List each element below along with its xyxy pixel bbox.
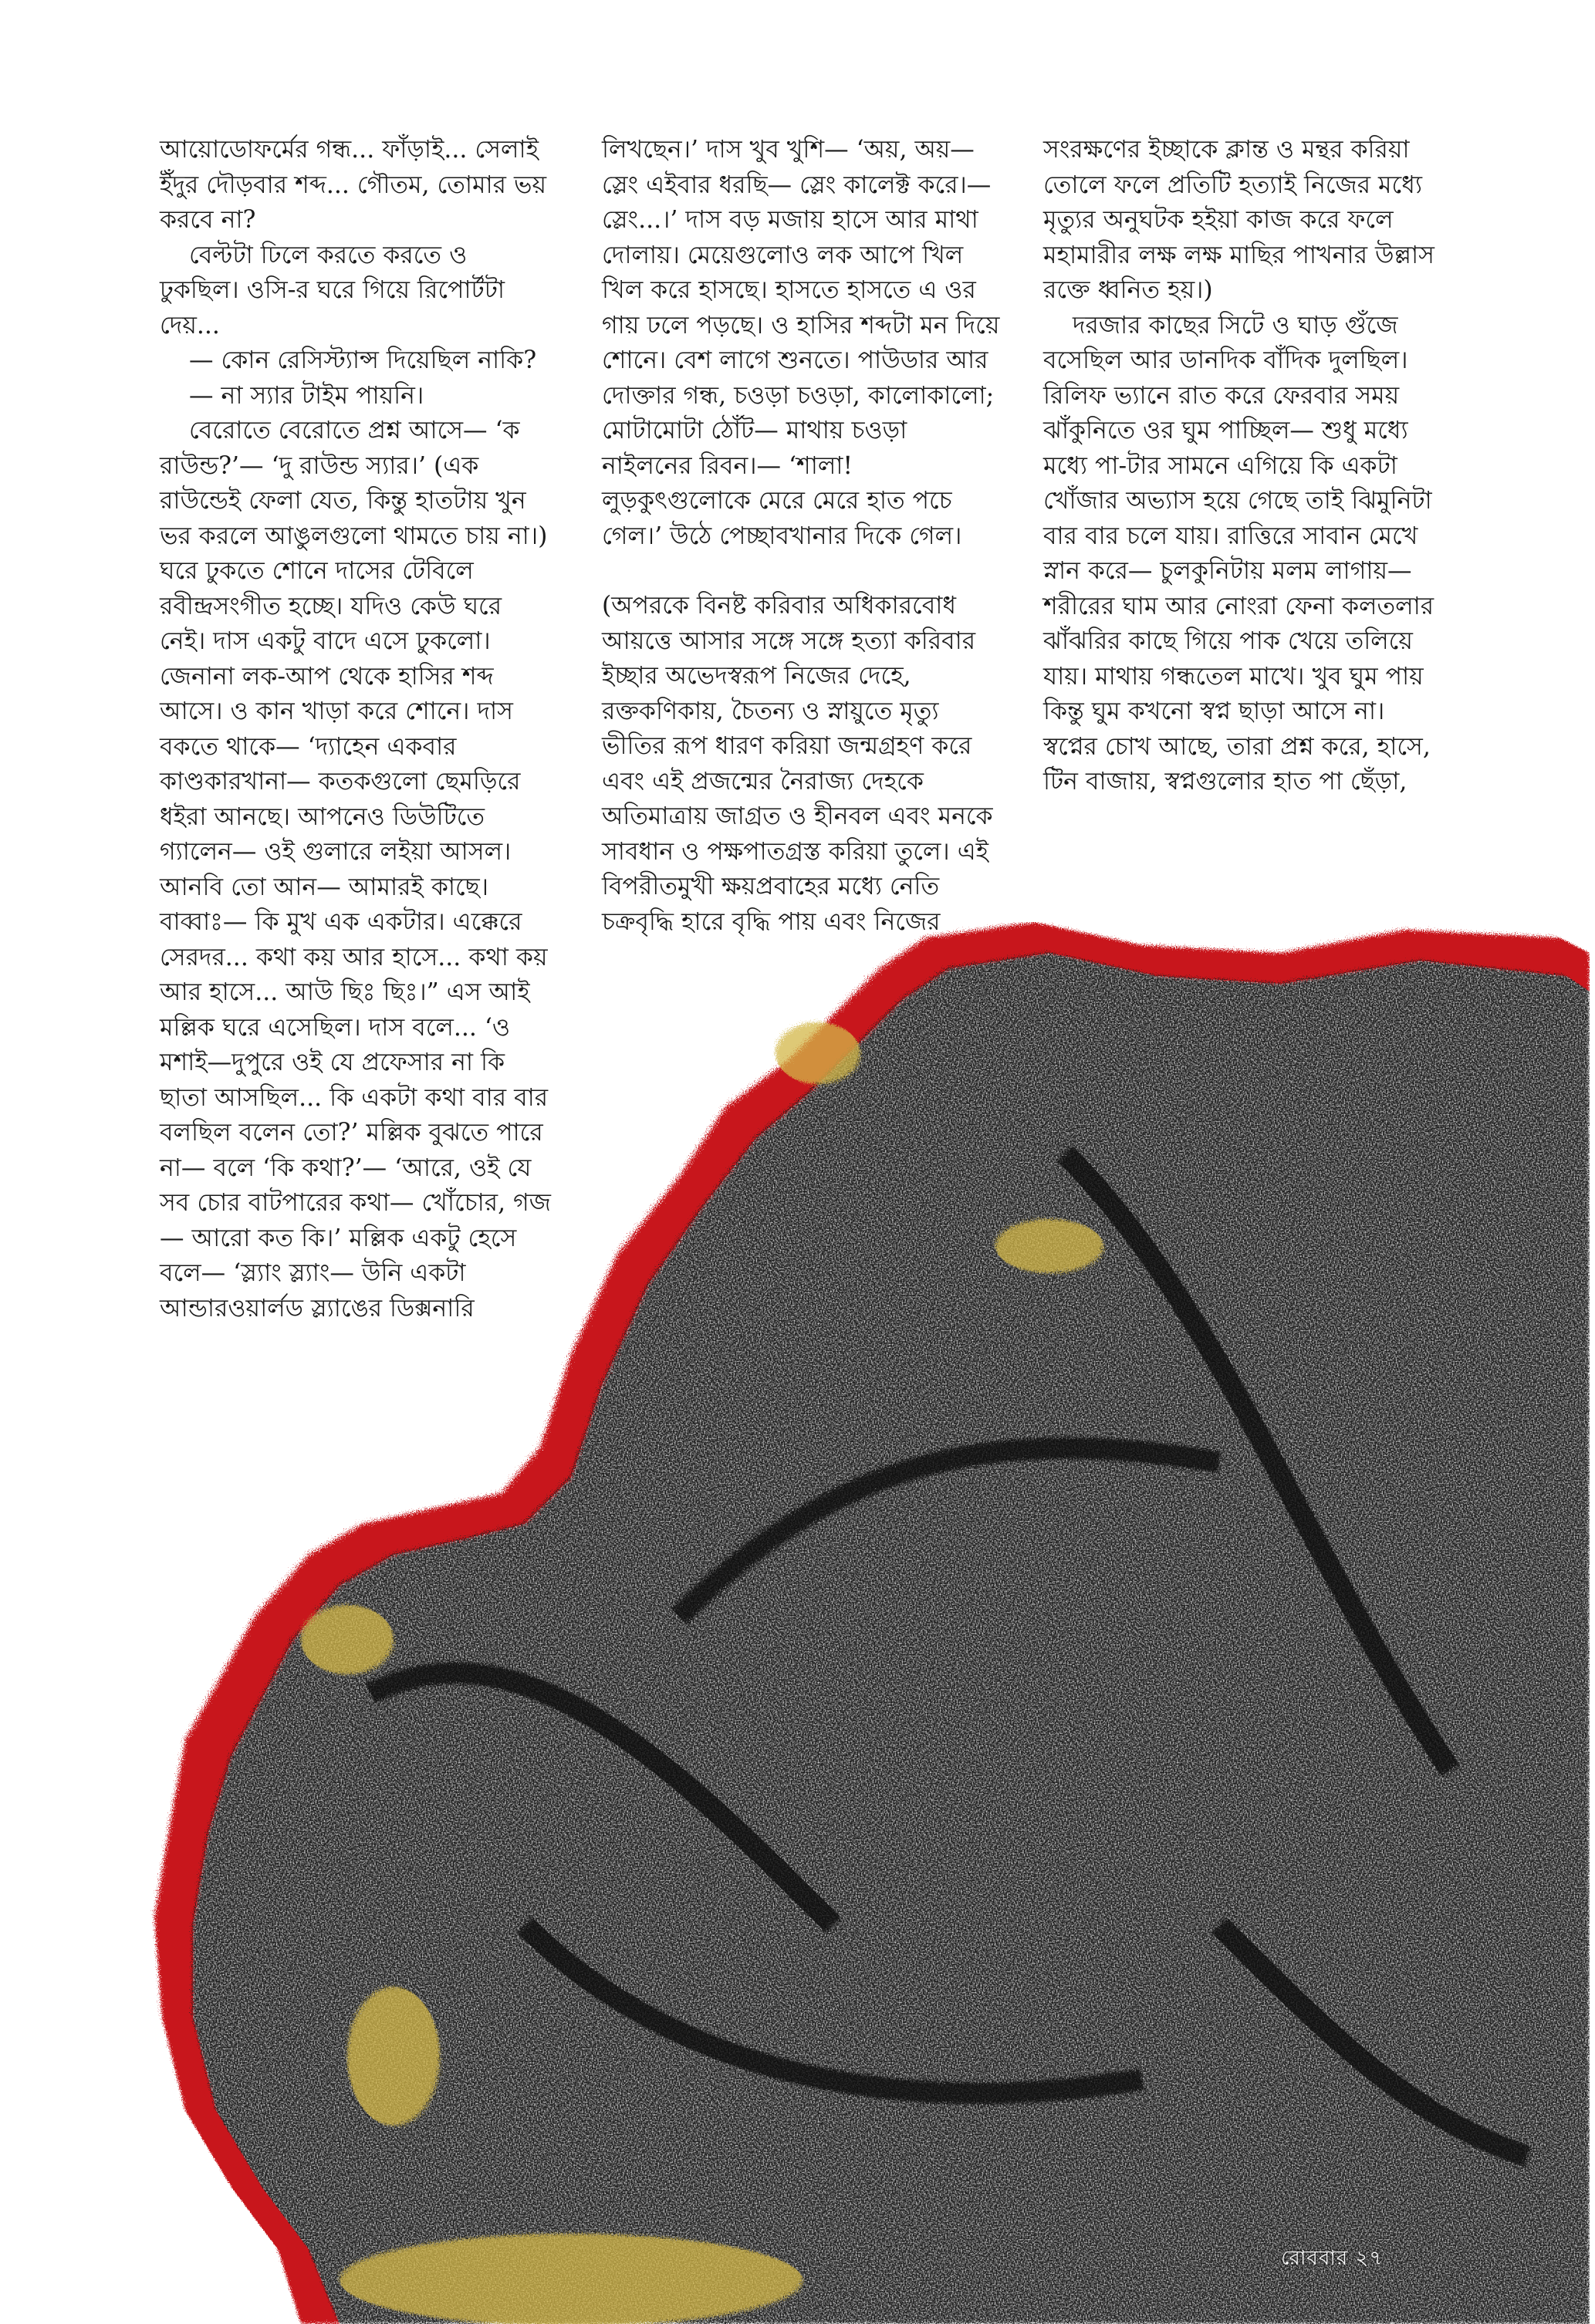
column-1-paragraph: বেরোতে বেরোতে প্রশ্ন আসে— ‘ক রাউন্ড?’— ‘দু রাউন্ড স্যার।’ (এক রাউন্ডেই ফেলা যেত, কিন্তু হাতটায় খুন ভর করলে আঙুলগুলো থামতে চায় না।) ঘরে ঢুকতে শোনে দাসের টেবিলে রবীন্দ্রসংগীত হচ্ছে। যদিও কেউ ঘরে নেই। দাস একটু বাদে এসে ঢুকলো। জেনানা লক-আপ থেকে হাসির শব্দ আসে। ও কান খাড়া করে শোনে। দাস বকতে থাকে— ‘দ্যাহেন একবার কাণ্ডকারখানা— কতকগুলো ছেমড়িরে ধইরা আনছে। আপনেও ডিউটিতে গ্যালেন— ওই গুলারে লইয়া আসল। আনবি তো আন— আমারই কাছে। বাব্বাঃ— কি মুখ এক একটার। এক্কেরে সেরদর... কথা কয় আর হাসে... কথা কয় আর হাসে... আউ ছিঃ ছিঃ।” এস আই মল্লিক ঘরে এসেছিল। দাস বলে... ‘ও মশাই—দুপুরে ওই যে প্রফেসার না কি ছাতা আসছিল... কি একটা কথা বার বার বলছিল বলেন তো?’ মল্লিক বুঝতে পারে না— বলে ‘কি কথা?’— ‘আরে, ওই যে সব চোর বাটপারের কথা— খোঁচোর, গজ— আরো কত কি।’ মল্লিক একটু হেসে বলে— ‘স্ল্যাং স্ল্যাং— উনি একটা আন্ডারওয়ার্লড স্ল্যাঙের ডিক্সনারি xyxy=(160,417,551,1322)
page-footer: রোববার ২৭ xyxy=(1281,2247,1384,2270)
column-2-paragraph: (অপরকে বিনষ্ট করিবার অধিকারবোধ আয়ত্তে আসার সঙ্গে সঙ্গে হত্যা করিবার ইচ্ছার অভেদস্বরূপ নিজের দেহে, রক্তকণিকায়, চৈতন্য ও স্নায়ুতে মৃত্যু ভীতির রূপ ধারণ করিয়া জন্মগ্রহণ করে এবং এই প্রজন্মের নৈরাজ্য দেহকে অতিমাত্রায় জাগ্রত ও হীনবল এবং মনকে সাবধান ও পক্ষপাতগ্রস্ত করিয়া তুলে। এই বিপরীতমুখী ক্ষয়প্রবাহের মধ্যে নেতি চক্রবৃদ্ধি হারে বৃদ্ধি পায় এবং নিজের xyxy=(602,592,993,936)
article-column-2 xyxy=(602,133,1003,940)
column-3-paragraph: দরজার কাছের সিটে ও ঘাড় গুঁজে বসেছিল আর ডানদিক বাঁদিক দুলছিল। রিলিফ ভ্যানে রাত করে ফেরবার সময় ঝাঁকুনিতে ওর ঘুম পাচ্ছিল— শুধু মধ্যে মধ্যে পা-টার সামনে এগিয়ে কি একটা খোঁজার অভ্যাস হয়ে গেছে তাই ঝিমুনিটা বার বার চলে যায়। রাত্তিরে সাবান মেখে স্নান করে— চুলকুনিটায় মলম লাগায়— শরীরের ঘাম আর নোংরা ফেনা কলতলার ঝাঁঝরির কাছে গিয়ে পাক খেয়ে তলিয়ে যায়। মাথায় গন্ধতেল মাখে। খুব ঘুম পায় কিন্তু ঘুম কখনো স্বপ্ন ছাড়া আসে না। স্বপ্নের চোখ আছে, তারা প্রশ্ন করে, হাসে, টিন বাজায়, স্বপ্নগুলোর হাত পা ছেঁড়া, xyxy=(1043,311,1434,795)
column-3-paragraph: সংরক্ষণের ইচ্ছাকে ক্লান্ত ও মন্থর করিয়া তোলে ফলে প্রতিটি হত্যাই নিজের মধ্যে মৃত্যুর অনুঘটক হইয়া কাজ করে ফলে মহামারীর লক্ষ লক্ষ মাছির পাখনার উল্লাস রক্তে ধ্বনিত হয়।) xyxy=(1043,136,1434,304)
column-2-paragraph: লিখছেন।’ দাস খুব খুশি— ‘অয়, অয়— স্লেং এইবার ধরছি— স্লেং কালেক্ট করে।— স্লেং...।’ দাস বড় মজায় হাসে আর মাথা দোলায়। মেয়েগুলোও লক আপে খিল খিল করে হাসছে। হাসতে হাসতে এ ওর গায় ঢলে পড়ছে। ও হাসির শব্দটা মন দিয়ে শোনে। বেশ লাগে শুনতে। পাউডার আর দোক্তার গন্ধ, চওড়া চওড়া, কালোকালো; মোটামোটা ঠোঁট— মাথায় চওড়া নাইলনের রিবন।— ‘শালা! লুড়কুৎগুলোকে মেরে মেরে হাত পচে গেল।’ উঠে পেচ্ছাবখানার দিকে গেল। xyxy=(602,136,1000,550)
article-column-3 xyxy=(1043,133,1445,800)
column-1-paragraph: আয়োডোফর্মের গন্ধ... ফাঁড়াই... সেলাই ইঁদুর দৌড়বার শব্দ... গৌতম, তোমার ভয় করবে না? xyxy=(160,136,547,234)
column-1-paragraph: — না স্যার টাইম পায়নি। xyxy=(189,381,424,410)
column-1-paragraph: বেল্টটা ঢিলে করতে করতে ও ঢুকছিল। ওসি-র ঘরে গিয়ে রিপোর্টটা দেয়... xyxy=(160,241,505,339)
article-illustration xyxy=(139,922,1590,2324)
column-1-paragraph: — কোন রেসিস্ট্যান্স দিয়েছিল নাকি? xyxy=(189,346,537,374)
